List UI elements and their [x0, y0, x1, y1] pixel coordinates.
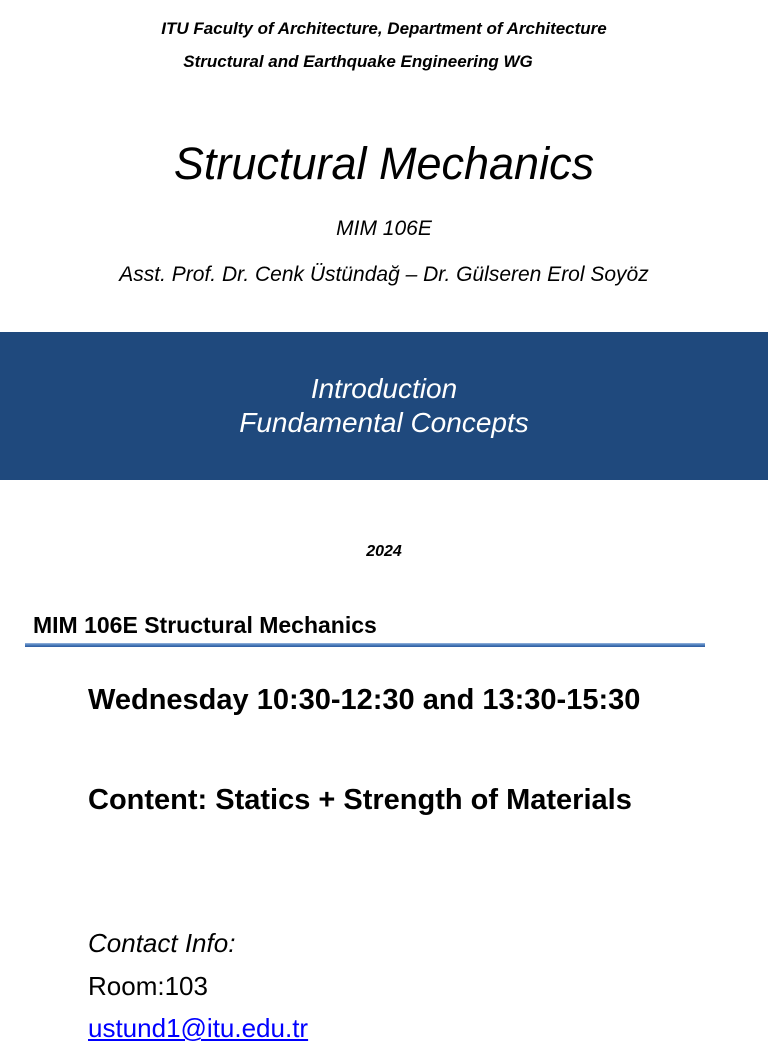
- content-text: Content: Statics + Strength of Materials: [88, 784, 632, 816]
- banner-line-concepts: Fundamental Concepts: [239, 407, 529, 438]
- slide-title: Structural Mechanics: [173, 138, 595, 189]
- institution-line-2: Structural and Earthquake Engineering WG: [183, 52, 533, 71]
- course-code: MIM 106E: [336, 217, 432, 240]
- institution-line-1: ITU Faculty of Architecture, Department of Architecture: [161, 19, 607, 38]
- email-link[interactable]: ustund1@itu.edu.tr: [88, 1013, 309, 1043]
- banner-line-introduction: Introduction: [310, 373, 458, 404]
- slide-heading: MIM 106E Structural Mechanics: [33, 612, 377, 638]
- heading-divider: [25, 643, 705, 647]
- room-text: Room:103: [88, 971, 208, 1001]
- year-label: 2024: [366, 543, 402, 560]
- course-authors: Asst. Prof. Dr. Cenk Üstündağ – Dr. Gülseren Erol Soyöz: [119, 263, 649, 286]
- title-banner: [0, 332, 768, 480]
- schedule-text: Wednesday 10:30-12:30 and 13:30-15:30: [88, 684, 641, 716]
- contact-label: Contact Info:: [88, 928, 236, 958]
